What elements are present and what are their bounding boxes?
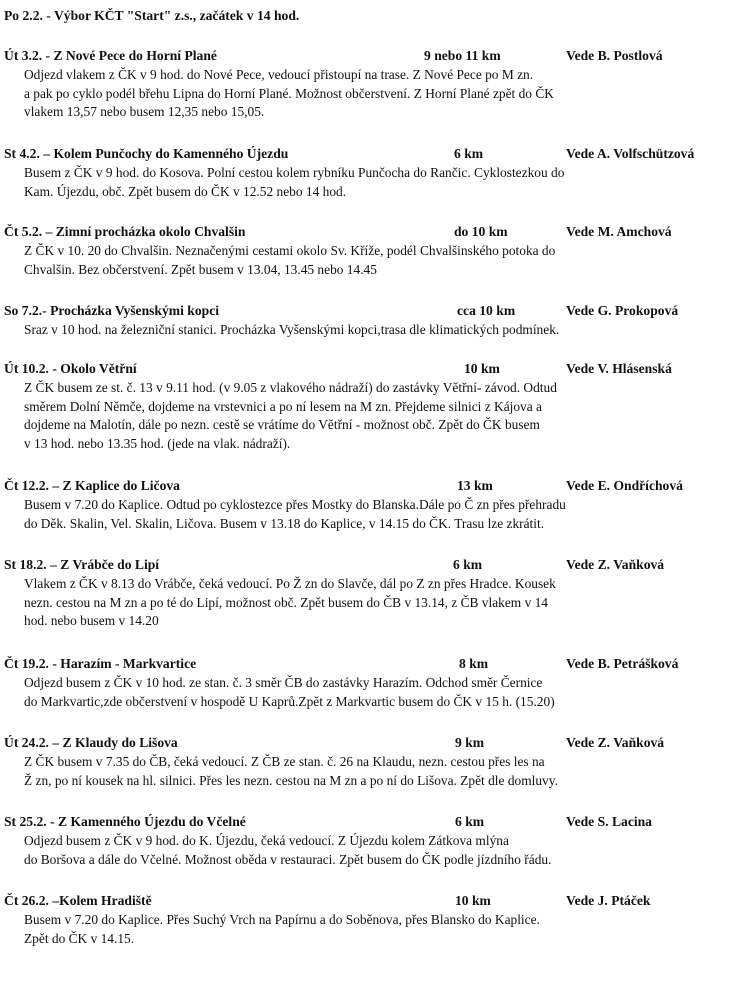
event-header: [0, 146, 744, 164]
event-leader: Vede J. Ptáček: [566, 893, 651, 908]
event-leader: Vede M. Amchová: [566, 224, 672, 239]
event-description: [24, 575, 742, 631]
description-line: Z ČK busem v 7.35 do ČB, čeká vedoucí. Z ČB ze stan. č. 26 na Klaudu, nezn. cestou přes les na: [24, 754, 545, 769]
event-distance: 9 nebo 11 km: [424, 48, 501, 63]
description-line: a pak po cyklo podél břehu Lipna do Horní Plané. Možnost občerstvení. Z Horní Plané zpět do ČK: [24, 85, 554, 101]
description-line: vlakem 13,57 nebo busem 12,35 nebo 15,05.: [24, 104, 265, 119]
description-line: Busem v 7.20 do Kaplice. Přes Suchý Vrch na Papírnu a do Soběnova, přes Blansko do Kaplice.: [24, 912, 540, 927]
event-entry: [0, 146, 744, 201]
event-leader: Vede S. Lacina: [566, 814, 652, 829]
event-leader: Vede Z. Vaňková: [566, 557, 665, 572]
event-leader: Vede V. Hlásenská: [566, 361, 672, 376]
description-line: Odjezd vlakem z ČK v 9 hod. do Nové Pece, vedoucí přistoupí na trase. Z Nové Pece po M zn.: [24, 67, 534, 82]
event-description: [24, 753, 742, 790]
description-line: Busem v 7.20 do Kaplice. Odtud po cyklostezce přes Mostky do Blanska.Dále po Č zn přes přehradu: [24, 497, 566, 512]
event-entry: [0, 893, 744, 948]
event-description: [24, 496, 742, 533]
event-entry: [0, 814, 744, 869]
description-line: v 13 hod. nebo 13.35 hod. (jede na vlak. nádraží).: [24, 435, 291, 451]
description-line: Odjezd busem z ČK v 9 hod. do K. Újezdu, čeká vedoucí. Z Újezdu kolem Zátkova mlýna: [24, 833, 509, 848]
event-title: Út 3.2. - Z Nové Pece do Horní Plané: [4, 48, 217, 63]
event-leader: Vede E. Ondříchová: [566, 478, 683, 493]
event-header: [0, 735, 744, 753]
event-description: [24, 242, 742, 279]
event-header: [0, 893, 744, 911]
event-header: [0, 361, 744, 379]
description-line: do Děk. Skalin, Vel. Skalin, Ličova. Busem v 13.18 do Kaplice, v 14.15 do ČK. Trasu lze zkrátit.: [24, 515, 545, 531]
event-leader: Vede A. Volfschützová: [566, 146, 695, 161]
description-line: Zpět do ČK v 14.15.: [24, 930, 135, 946]
event-distance: 9 km: [455, 735, 485, 750]
event-leader: Vede Z. Vaňková: [566, 735, 665, 750]
event-title: Út 10.2. - Okolo Větřní: [4, 361, 137, 376]
event-description: [24, 321, 742, 340]
description-line: Odjezd busem z ČK v 10 hod. ze stan. č. 3 směr ČB do zastávky Harazím. Odchod směr Černice: [24, 675, 543, 690]
event-description: [24, 911, 742, 948]
event-distance: cca 10 km: [457, 303, 516, 318]
event-title: Čt 26.2. –Kolem Hradiště: [4, 893, 152, 908]
event-leader: Vede B. Postlová: [566, 48, 663, 63]
description-line: hod. nebo busem v 14.20: [24, 613, 159, 628]
event-distance: 6 km: [454, 146, 484, 161]
description-line: dojdeme na Malotín, dále po nezn. cestě se vrátíme do Větřní - možnost obč. Zpět do ČK busem: [24, 417, 540, 432]
description-line: nezn. cestou na M zn a po té do Lipí, možnost obč. Zpět busem do ČB v 13.14, z ČB vlakem v 14: [24, 594, 549, 610]
event-header: [0, 48, 744, 66]
event-distance: 6 km: [453, 557, 483, 572]
event-description: [24, 379, 742, 453]
description-line: směrem Dolní Němče, dojdeme na vrstevnici a po ní lesem na M zn. Přejdeme silnici z Kájova a: [24, 398, 542, 414]
description-line: do Boršova a dále do Včelné. Možnost oběda v restauraci. Zpět busem do ČK podle jízdního řádu.: [24, 851, 552, 867]
event-distance: 8 km: [459, 656, 489, 671]
event-entry: [0, 361, 744, 453]
event-entry: [0, 224, 744, 279]
event-description: [24, 164, 742, 201]
event-distance: 10 km: [464, 361, 500, 376]
event-description: [24, 66, 742, 122]
event-description: [24, 832, 742, 869]
event-distance: 6 km: [455, 814, 485, 829]
event-distance: 10 km: [455, 893, 491, 908]
event-distance: 13 km: [457, 478, 493, 493]
description-line: Ž zn, po ní kousek na hl. silnici. Přes les nezn. cestou na M zn a po ní do Lišova. Zpět dle domluvy.: [24, 772, 558, 788]
event-header: [0, 303, 744, 321]
event-header: [0, 656, 744, 674]
event-header: [0, 478, 744, 496]
event-entry: [0, 303, 744, 340]
event-header: [0, 557, 744, 575]
event-description: [24, 674, 742, 711]
event-leader: Vede G. Prokopová: [566, 303, 679, 318]
event-title: So 7.2.- Procházka Vyšenskými kopci: [4, 303, 220, 318]
event-title: Čt 5.2. – Zimní procházka okolo Chvalšin: [4, 224, 246, 239]
event-header: [0, 224, 744, 242]
description-line: Chvalšin. Bez občerstvení. Zpět busem v 13.04, 13.45 nebo 14.45: [24, 261, 377, 277]
event-title: Čt 19.2. - Harazím - Markvartice: [4, 656, 197, 671]
event-title: St 18.2. – Z Vrábče do Lipí: [4, 557, 160, 572]
description-line: Z ČK v 10. 20 do Chvalšin. Neznačenými cestami okolo Sv. Kříže, podél Chvalšinského potoka do: [24, 243, 556, 258]
description-line: Busem z ČK v 9 hod. do Kosova. Polní cestou kolem rybníku Punčocha do Rančic. Cyklostezkou do: [24, 165, 565, 180]
event-title: St 4.2. – Kolem Punčochy do Kamenného Újezdu: [4, 146, 289, 161]
description-line: Kam. Újezdu, obč. Zpět busem do ČK v 12.52 nebo 14 hod.: [24, 183, 347, 199]
event-distance: do 10 km: [454, 224, 508, 239]
description-line: Z ČK busem ze st. č. 13 v 9.11 hod. (v 9.05 z vlakového nádraží) do zastávky Větřní- závod. Odtud: [24, 380, 557, 395]
description-line: do Markvartic,zde občerstvení v hospodě U Kaprů.Zpět z Markvartic busem do ČK v 15 h. (15.20): [24, 693, 555, 709]
event-leader: Vede B. Petrášková: [566, 656, 679, 671]
intro-line: Po 2.2. - Výbor KČT "Start" z.s., začátek v 14 hod.: [4, 8, 300, 23]
event-entry: [0, 557, 744, 631]
event-entry: [0, 478, 744, 533]
event-entry: [0, 656, 744, 711]
event-entry: [0, 48, 744, 122]
description-line: Sraz v 10 hod. na železniční stanici. Procházka Vyšenskými kopci,trasa dle klimatických podmínek.: [24, 322, 560, 337]
event-title: St 25.2. - Z Kamenného Újezdu do Včelné: [4, 814, 246, 829]
event-entry: [0, 735, 744, 790]
event-title: Út 24.2. – Z Klaudy do Lišova: [4, 735, 178, 750]
description-line: Vlakem z ČK v 8.13 do Vrábče, čeká vedoucí. Po Ž zn do Slavče, dál po Z zn přes Hradce. Kousek: [24, 576, 556, 591]
event-title: Čt 12.2. – Z Kaplice do Ličova: [4, 478, 180, 493]
event-header: [0, 814, 744, 832]
